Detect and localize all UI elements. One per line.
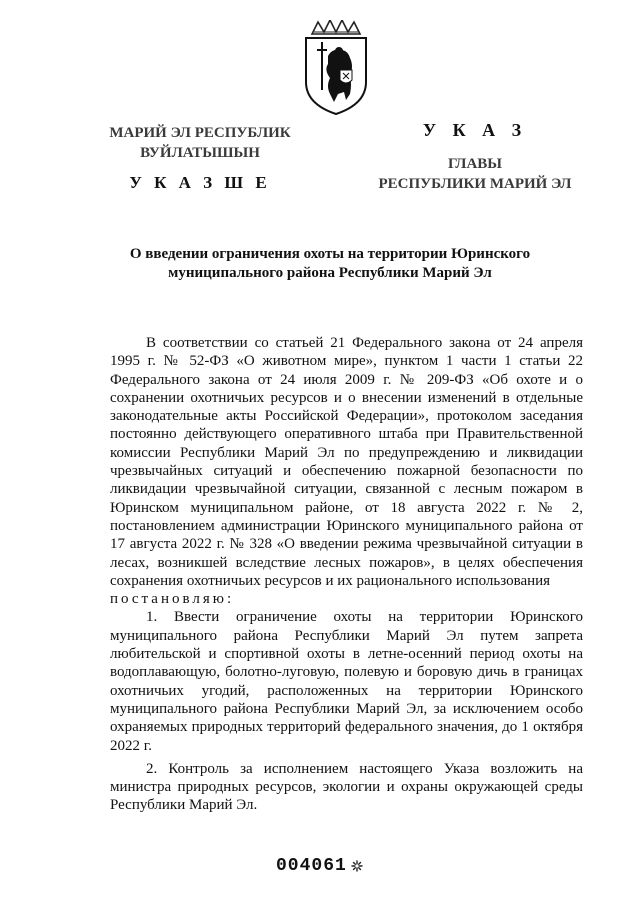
header-left-line1: МАРИЙ ЭЛ РЕСПУБЛИК — [109, 125, 291, 141]
intro-text: В соответствии со статьей 21 Федерального закона от 24 апреля 1995 г. № 52-ФЗ «О животном мире», пунктом 1 части 1 статьи 22 Федерального закона от 24 июля 2009 г. № 209-ФЗ «Об охоте и о сохранении охотничьих ресурсов и о внесении изменений в отдельные законодательные акты Российской Федерации», протоколом заседания постоянно действующего оперативного штаба при Правительственной комиссии Республики Марий Эл по предупреждению и ликвидации чрезвычайных ситуаций и обеспечению пожарной безопасности по ликвидации чрезвычайной ситуации, связанной с лесным пожаром в Юринском муниципальном районе, от 18 августа 2022 г. № 2, постановлением администрации Юринского муниципального района от 17 августа 2022 г. № 328 «О введении режима чрезвычайной ситуации в лесах, возникшей вследствие лесных пожаров», в целях обеспечения сохранения охотничьих ресурсов и их рационального использования — [110, 335, 583, 589]
star-mark-icon — [351, 860, 363, 872]
header-left-title: У К А З Ш Е — [129, 173, 271, 192]
document-body — [110, 334, 583, 815]
intro-paragraph — [110, 334, 583, 590]
coat-of-arms-icon — [298, 20, 374, 116]
item-2-paragraph: 2. Контроль за исполнением настоящего Указа возложить на министра природных ресурсов, экологии и охраны окружающей среды Республики Марий Эл. — [110, 760, 583, 814]
header-right — [360, 120, 590, 194]
document-title: О введении ограничения охоты на территории Юринского муниципального района Республики Марий Эл — [129, 246, 531, 281]
header-left-line2: ВУЙЛАТЫШЫН — [140, 145, 260, 161]
decree-word: постановляю: — [110, 591, 235, 608]
header-right-line1: ГЛАВЫ — [447, 156, 503, 172]
serial-number: 004061 — [276, 856, 347, 876]
header-right-title: У К А З — [422, 120, 528, 140]
header-right-line2: РЕСПУБЛИКИ МАРИЙ ЭЛ — [378, 176, 572, 192]
header-left — [100, 123, 300, 193]
item-1-paragraph: 1. Ввести ограничение охоты на территории Юринского муниципального района Республики Марий Эл путем запрета любительской и спортивной охоты в летне-осенний период охоты на водоплавающую, болотно-луговую, полевую и боровую дичь в границах охотничьих угодий, расположенных на территории Юринского муниципального района Республики Марий Эл, за исключением особо охраняемых природных территорий федерального значения, до 1 октября 2022 г. — [110, 609, 583, 754]
